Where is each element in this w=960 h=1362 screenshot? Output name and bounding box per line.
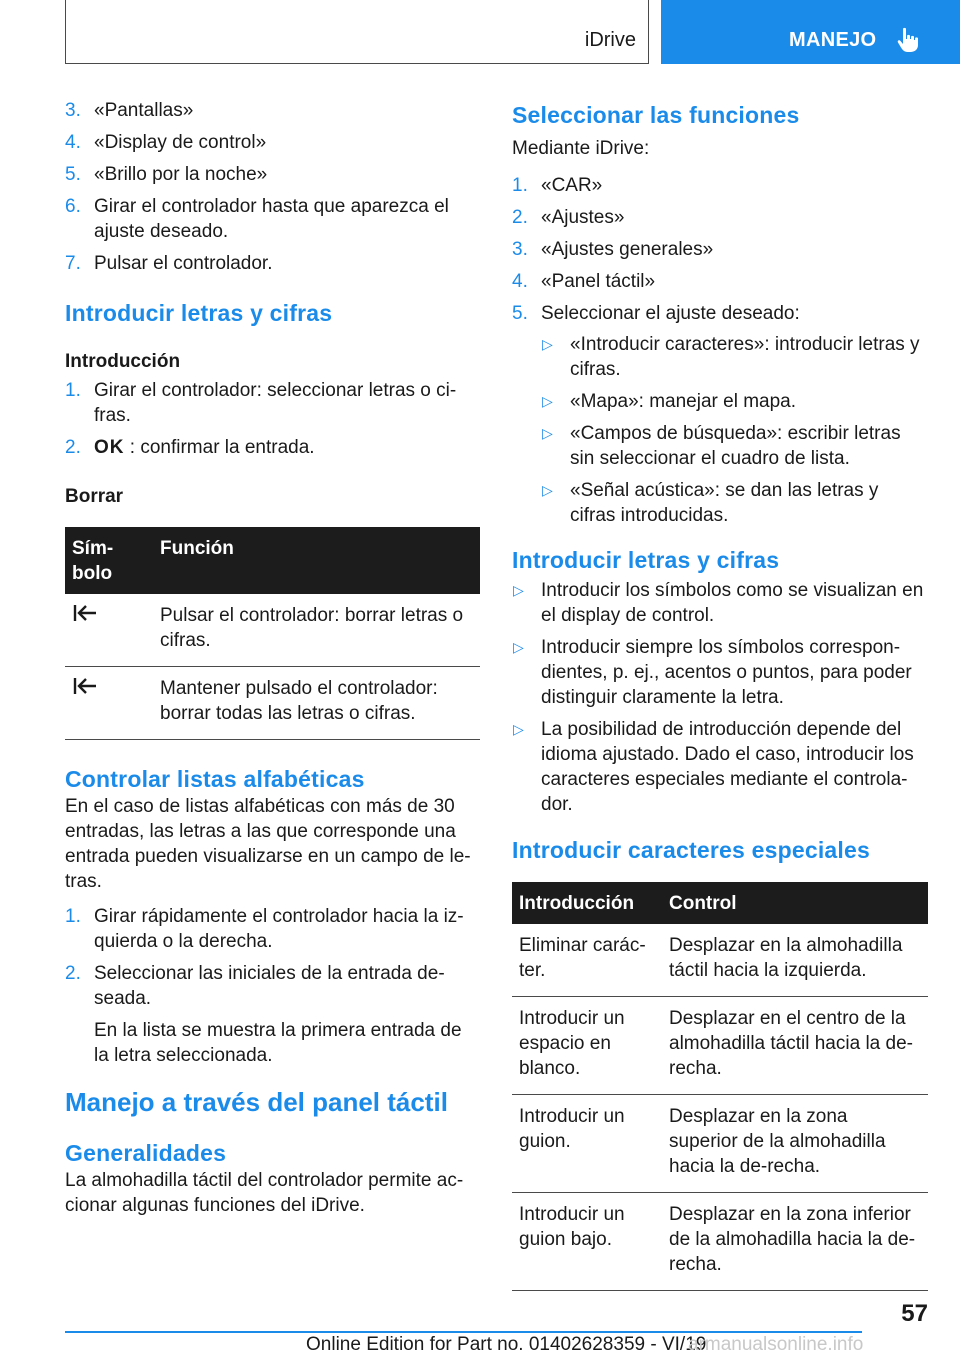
table-cell: Desplazar en la zona inferior de la almohadilla hacia la de‐recha. [662, 1193, 928, 1291]
list-item: ▷ La posibilidad de introducción depende del idioma ajustado. Dado el caso, introducir los caracteres especiales mediante el controla‐dor. [513, 719, 914, 815]
list-item-note: En la lista se muestra la primera entrada de la letra seleccionada. [94, 1020, 462, 1066]
table-row [512, 1095, 928, 1193]
list-item: ▷ Introducir siempre los símbolos correspon‐dientes, p. ej., acentos o puntos, para poder distinguir claramente la letra. [513, 637, 912, 708]
page-number: 57 [901, 1300, 928, 1327]
sub-heading: Borrar [65, 486, 124, 507]
hand-pointer-icon [895, 26, 923, 54]
list-item: ▷ «Introducir caracteres»: introducir letras y cifras. [542, 334, 920, 380]
list-item: 1. «CAR» [512, 175, 603, 196]
list-item: 6. Girar el controlador hasta que aparezca el ajuste deseado. [65, 196, 449, 242]
list-item: ▷ «Mapa»: manejar el mapa. [542, 391, 797, 412]
table-cell [65, 594, 153, 667]
table-cell: Mantener pulsado el controlador: borrar todas las letras o cifras. [153, 667, 480, 740]
paragraph: La almohadilla táctil del controlador permite ac‐cionar algunas funciones del iDrive. [65, 1170, 464, 1216]
letters-bullets-list [512, 578, 928, 817]
section-heading: Introducir letras y cifras [512, 547, 780, 573]
list-item: 1. Girar rápidamente el controlador hacia la iz‐quierda o la derecha. [65, 906, 464, 952]
list-item: 4. «Display de control» [65, 132, 267, 153]
list-item: 5. «Brillo por la noche» [65, 164, 268, 185]
table-cell: Desplazar en la zona superior de la almohadilla hacia la de‐recha. [662, 1095, 928, 1193]
header-chapter-label: MANEJO [789, 29, 877, 51]
section-heading: Controlar listas alfabéticas [65, 766, 365, 792]
table-cell: Introducir un guion. [512, 1095, 662, 1193]
section-heading: Seleccionar las funciones [512, 102, 800, 128]
intro-steps-list [65, 378, 480, 460]
table-cell: Eliminar carác‐ter. [512, 924, 662, 997]
right-column [512, 100, 928, 1291]
table-row [512, 1193, 928, 1291]
header-section-label: iDrive [584, 29, 636, 51]
section-heading: Generalidades [65, 1140, 227, 1166]
delete-table [65, 527, 480, 740]
list-item: 2. «Ajustes» [512, 207, 625, 228]
triangle-bullet-icon: ▷ [513, 721, 524, 737]
table-cell: Desplazar en la almohadilla táctil hacia la izquierda. [662, 924, 928, 997]
select-steps-list [512, 173, 928, 528]
list-item: 7. Pulsar el controlador. [65, 253, 273, 274]
table-cell [65, 667, 153, 740]
triangle-bullet-icon: ▷ [542, 393, 553, 409]
triangle-bullet-icon: ▷ [542, 482, 553, 498]
steps-continued-list [65, 98, 480, 276]
list-item: ▷ «Señal acústica»: se dan las letras y cifras introducidas. [542, 480, 879, 526]
list-item: ▷ Introducir los símbolos como se visualizan en el display de control. [513, 580, 924, 626]
ok-button-icon: OK [94, 437, 125, 458]
delete-back-arrow-icon [72, 676, 98, 696]
paragraph: Mediante iDrive: [512, 138, 650, 159]
alpha-steps-list [65, 904, 480, 1068]
triangle-bullet-icon: ▷ [542, 336, 553, 352]
list-item: 3. «Ajustes generales» [512, 239, 714, 260]
triangle-bullet-icon: ▷ [542, 425, 553, 441]
list-item: 4. «Panel táctil» [512, 271, 656, 292]
list-item: 1. Girar el controlador: seleccionar letras o ci‐fras. [65, 380, 457, 426]
table-row [512, 997, 928, 1095]
table-row [65, 667, 480, 740]
table-cell: Introducir un guion bajo. [512, 1193, 662, 1291]
table-cell: Pulsar el controlador: borrar letras o cifras. [153, 594, 480, 667]
special-chars-table [512, 882, 928, 1291]
table-row [512, 924, 928, 997]
triangle-bullet-icon: ▷ [513, 639, 524, 655]
triangle-bullet-icon: ▷ [513, 582, 524, 598]
list-item: 5. Seleccionar el ajuste deseado: ▷ «Introducir caracteres»: introducir letras y cifras. ▷ «Mapa»: manejar el mapa. ▷ «Campos de búsqueda»: escribir letras sin seleccionar el cuadro de lista. ▷ «Señal acústica»: se dan las letras y cifras introducidas. [512, 301, 928, 528]
table-header: Introducción [512, 882, 662, 924]
edition-text: Online Edition for Part no. 01402628359 - VI/19 [306, 1334, 707, 1355]
list-item: 3. «Pantallas» [65, 100, 194, 121]
table-row [65, 594, 480, 667]
sub-heading: Introducción [65, 351, 181, 372]
chapter-heading: Manejo a través del panel táctil [65, 1087, 448, 1117]
left-column [65, 98, 480, 1218]
delete-back-arrow-icon [72, 603, 98, 623]
table-cell: Introducir un espacio en blanco. [512, 997, 662, 1095]
table-header: Función [153, 527, 480, 594]
footer-divider [65, 1331, 862, 1333]
list-item: 2. Seleccionar las iniciales de la entrada de‐seada. En la lista se muestra la primera entrada de la letra seleccionada. [65, 961, 480, 1068]
table-header: Control [662, 882, 928, 924]
watermark-text: armanualsonline.info [688, 1334, 864, 1355]
header-section-box [65, 0, 649, 64]
header-chapter-tab [661, 0, 960, 64]
list-item: 2. OK : confirmar la entrada. [65, 437, 315, 458]
section-heading: Introducir letras y cifras [65, 300, 333, 326]
table-cell: Desplazar en el centro de la almohadilla táctil hacia la de‐recha. [662, 997, 928, 1095]
paragraph: En el caso de listas alfabéticas con más de 30 entradas, las letras a las que corresponde una entrada pueden visualizarse en un campo de le‐tras. [65, 796, 471, 892]
table-header: Sím‐bolo [65, 527, 153, 594]
list-item: ▷ «Campos de búsqueda»: escribir letras sin seleccionar el cuadro de lista. [542, 423, 901, 469]
select-options-list [541, 332, 928, 528]
section-heading: Introducir caracteres especiales [512, 837, 870, 863]
